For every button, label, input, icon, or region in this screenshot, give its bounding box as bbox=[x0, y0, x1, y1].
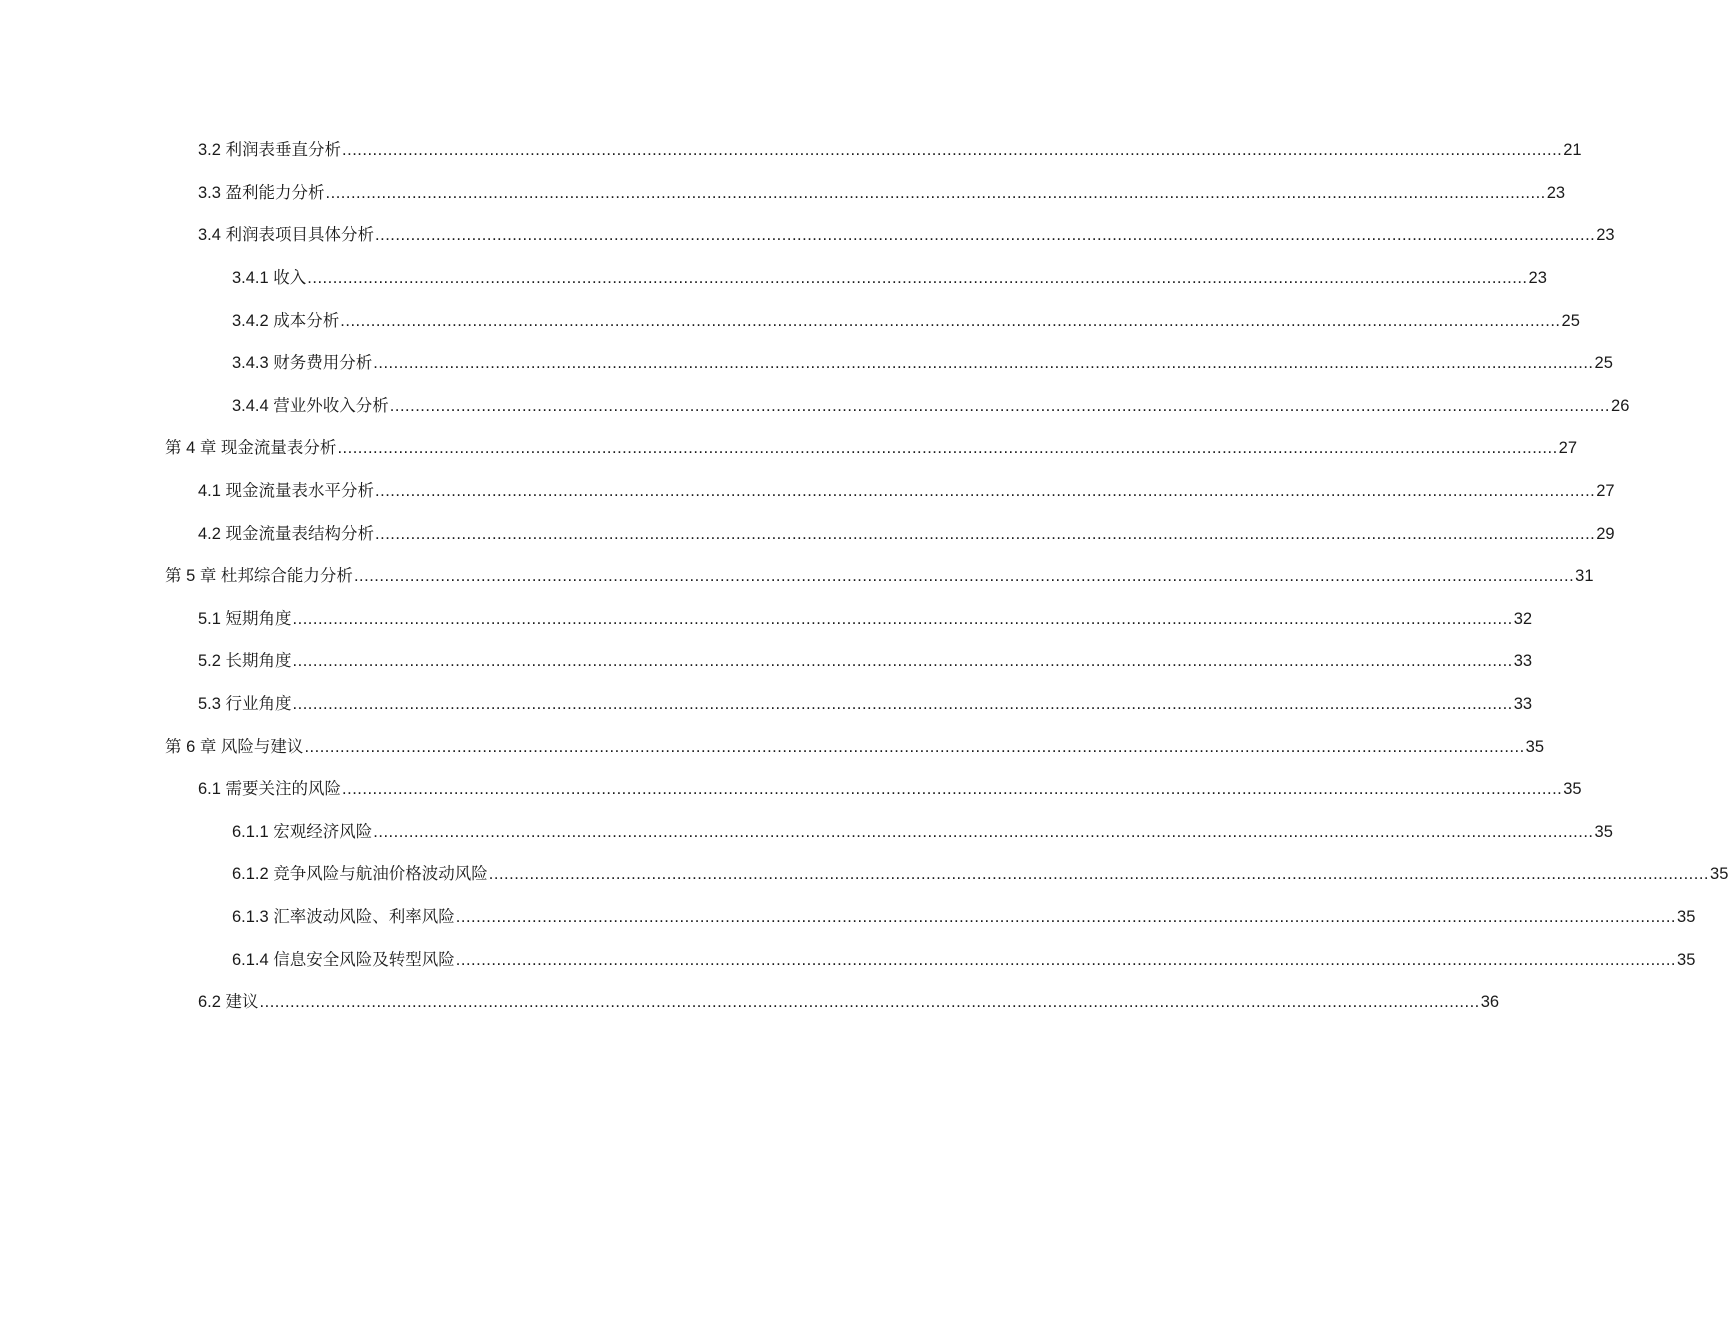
toc-entry-title: 第 5 章 杜邦综合能力分析 bbox=[165, 567, 353, 586]
dot-leader bbox=[260, 992, 1480, 1012]
toc-entry-page-number: 31 bbox=[1575, 567, 1594, 586]
toc-entry-title: 3.3 盈利能力分析 bbox=[198, 183, 325, 202]
dot-leader bbox=[342, 140, 1562, 160]
toc-entry-row bbox=[232, 311, 1580, 331]
toc-entry-page-number: 23 bbox=[1596, 226, 1615, 245]
toc-entry[interactable] bbox=[0, 938, 1696, 981]
dot-leader bbox=[375, 225, 1595, 245]
dot-leader bbox=[489, 864, 1709, 884]
toc-entry[interactable] bbox=[0, 640, 1533, 683]
toc-entry-title: 6.2 建议 bbox=[198, 993, 259, 1012]
toc-entry-title: 5.2 长期角度 bbox=[198, 652, 292, 671]
toc-entry-row bbox=[165, 566, 1594, 586]
dot-leader bbox=[375, 524, 1595, 544]
toc-entry-title: 3.4.2 成本分析 bbox=[232, 311, 340, 330]
toc-entry[interactable] bbox=[0, 598, 1533, 641]
toc-entry-page-number: 21 bbox=[1563, 141, 1582, 160]
toc-entry[interactable] bbox=[0, 172, 1566, 215]
toc-entry-title: 5.1 短期角度 bbox=[198, 609, 292, 628]
toc-entry[interactable] bbox=[0, 811, 1613, 854]
toc-entry[interactable] bbox=[0, 683, 1533, 726]
toc-entry[interactable] bbox=[0, 385, 1630, 428]
toc-entry-page-number: 33 bbox=[1513, 652, 1533, 671]
toc-entry[interactable] bbox=[0, 512, 1615, 555]
toc-entry-page-number: 25 bbox=[1594, 354, 1613, 373]
toc-entry-row bbox=[198, 524, 1615, 544]
toc-entry-row bbox=[232, 950, 1695, 970]
toc-entry-row bbox=[198, 779, 1582, 799]
toc-entry-page-number: 23 bbox=[1546, 183, 1566, 202]
toc-entry-title: 4.2 现金流量表结构分析 bbox=[198, 524, 375, 543]
toc-entry[interactable] bbox=[0, 427, 1578, 470]
toc-entry-row bbox=[198, 225, 1615, 245]
toc-entry-title: 第 4 章 现金流量表分析 bbox=[165, 439, 337, 458]
toc-entry-row bbox=[198, 609, 1532, 629]
dot-leader bbox=[340, 311, 1560, 331]
toc-entry-page-number: 27 bbox=[1596, 482, 1615, 501]
table-of-contents bbox=[0, 129, 1728, 1023]
toc-entry-page-number: 35 bbox=[1677, 907, 1696, 926]
toc-entry-title: 6.1 需要关注的风险 bbox=[198, 780, 342, 799]
toc-entry[interactable] bbox=[0, 896, 1696, 939]
toc-entry-row bbox=[232, 396, 1629, 416]
toc-entry-title: 6.1.3 汇率波动风险、利率风险 bbox=[232, 907, 455, 926]
toc-entry-page-number: 35 bbox=[1525, 737, 1545, 756]
toc-entry-row bbox=[232, 268, 1547, 288]
toc-entry-row bbox=[198, 694, 1532, 714]
dot-leader bbox=[373, 822, 1593, 842]
toc-entry[interactable] bbox=[0, 299, 1580, 342]
dot-leader bbox=[375, 481, 1595, 501]
toc-entry-title: 第 6 章 风险与建议 bbox=[165, 737, 304, 756]
toc-entry-row bbox=[232, 864, 1728, 884]
toc-entry-row bbox=[198, 183, 1565, 203]
dot-leader bbox=[293, 609, 1513, 629]
toc-entry-title: 3.4.3 财务费用分析 bbox=[232, 354, 373, 373]
dot-leader bbox=[337, 438, 1557, 458]
toc-entry-title: 3.2 利润表垂直分析 bbox=[198, 141, 342, 160]
toc-entry-page-number: 27 bbox=[1558, 439, 1578, 458]
toc-entry-page-number: 25 bbox=[1561, 311, 1580, 330]
toc-entry-page-number: 32 bbox=[1513, 609, 1533, 628]
dot-leader bbox=[354, 566, 1574, 586]
dot-leader bbox=[293, 651, 1513, 671]
toc-entry-row bbox=[165, 438, 1577, 458]
dot-leader bbox=[326, 183, 1546, 203]
toc-entry-title: 3.4.1 收入 bbox=[232, 269, 307, 288]
dot-leader bbox=[456, 907, 1676, 927]
toc-entry-row bbox=[232, 822, 1613, 842]
dot-leader bbox=[456, 950, 1676, 970]
toc-entry[interactable] bbox=[0, 257, 1547, 300]
dot-leader bbox=[307, 268, 1527, 288]
toc-entry-title: 4.1 现金流量表水平分析 bbox=[198, 482, 375, 501]
dot-leader bbox=[293, 694, 1513, 714]
toc-entry-page-number: 36 bbox=[1480, 993, 1500, 1012]
toc-entry-page-number: 35 bbox=[1710, 865, 1728, 884]
toc-entry[interactable] bbox=[0, 214, 1615, 257]
toc-entry-row bbox=[198, 992, 1499, 1012]
toc-entry-title: 6.1.2 竞争风险与航油价格波动风险 bbox=[232, 865, 488, 884]
dot-leader bbox=[390, 396, 1610, 416]
toc-entry-row bbox=[198, 481, 1615, 501]
toc-entry[interactable] bbox=[0, 555, 1594, 598]
toc-entry[interactable] bbox=[0, 981, 1500, 1024]
toc-entry-page-number: 35 bbox=[1563, 780, 1582, 799]
toc-entry-title: 6.1.4 信息安全风险及转型风险 bbox=[232, 950, 455, 969]
dot-leader bbox=[304, 737, 1524, 757]
toc-entry[interactable] bbox=[0, 853, 1728, 896]
toc-entry[interactable] bbox=[0, 470, 1615, 513]
toc-entry-row bbox=[232, 353, 1613, 373]
toc-entry-page-number: 29 bbox=[1596, 524, 1615, 543]
toc-entry-page-number: 35 bbox=[1677, 950, 1696, 969]
toc-entry-row bbox=[165, 737, 1544, 757]
toc-entry-title: 3.4.4 营业外收入分析 bbox=[232, 396, 389, 415]
toc-entry-title: 3.4 利润表项目具体分析 bbox=[198, 226, 375, 245]
toc-entry[interactable] bbox=[0, 129, 1582, 172]
toc-entry-page-number: 35 bbox=[1594, 822, 1613, 841]
toc-entry-row bbox=[198, 651, 1532, 671]
toc-entry-title: 6.1.1 宏观经济风险 bbox=[232, 822, 373, 841]
toc-entry-row bbox=[232, 907, 1695, 927]
toc-entry-page-number: 33 bbox=[1513, 695, 1533, 714]
toc-entry[interactable] bbox=[0, 342, 1613, 385]
toc-entry-page-number: 26 bbox=[1611, 396, 1630, 415]
toc-entry[interactable] bbox=[0, 725, 1545, 768]
toc-entry-title: 5.3 行业角度 bbox=[198, 695, 292, 714]
dot-leader bbox=[342, 779, 1562, 799]
toc-entry-page-number: 23 bbox=[1528, 269, 1547, 288]
toc-entry[interactable] bbox=[0, 768, 1582, 811]
toc-entry-row bbox=[198, 140, 1582, 160]
dot-leader bbox=[373, 353, 1593, 373]
